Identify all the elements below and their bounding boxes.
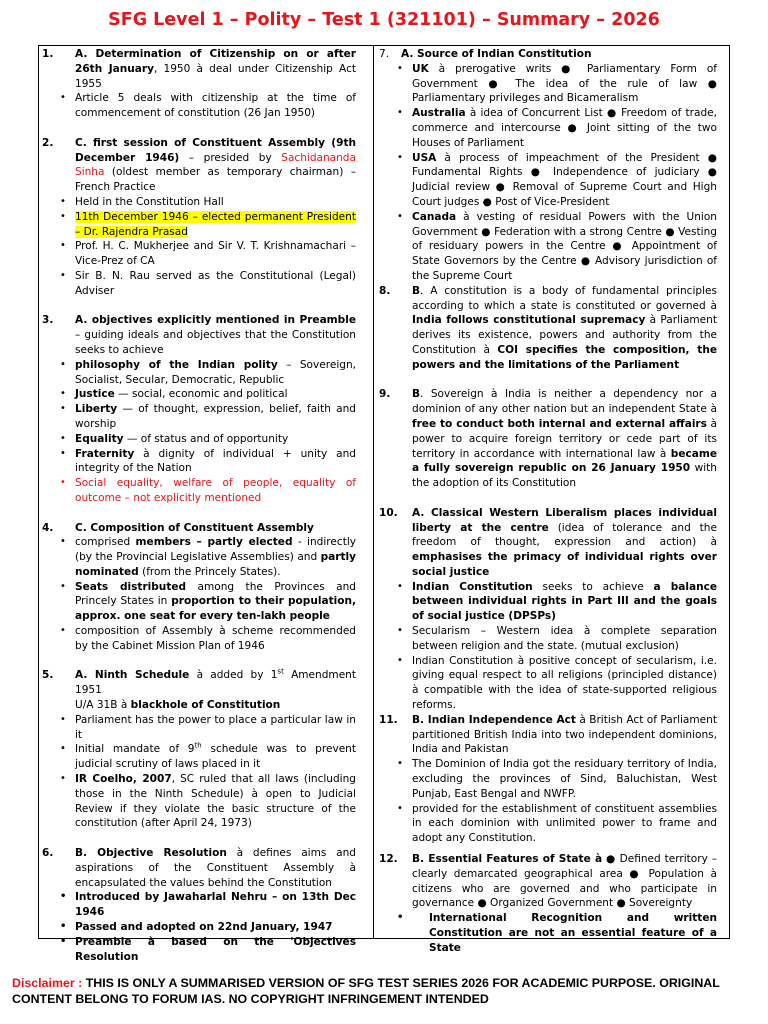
question-heading: B [412, 388, 421, 401]
bullet-text: à dignity of individual + unity and integrity of the Nation [75, 447, 356, 475]
question-7 [379, 47, 717, 62]
bullet-item [42, 772, 356, 831]
bullet-text: à prerogative writs ● Parliamentary Form of Government ● The idea of the rule of law ● Parliamentary privileges and Bicameralism [412, 62, 717, 105]
bullet-item [42, 935, 356, 965]
bullet-text: Social equality, welfare of people, equality of outcome – not explicitly mentioned [75, 477, 356, 504]
question-heading: B. Indian Independence Act [412, 713, 576, 726]
bullet-item [379, 654, 717, 713]
highlighted-text: 11th December 1946 – elected permanent President – Dr. Rajendra Prasad [75, 210, 356, 238]
bullet-item [379, 62, 717, 106]
bullet-item [42, 432, 356, 447]
bullet-term: Seats distributed [75, 580, 187, 593]
bullet-term: USA [412, 151, 437, 164]
bullet-item-warning [42, 476, 356, 506]
question-12 [379, 852, 717, 911]
bullet-text: Initial mandate of 9 [75, 743, 195, 756]
bullet-item [42, 713, 356, 743]
bullet-item [379, 210, 717, 284]
bullet-term: Equality [75, 432, 124, 445]
question-2 [42, 136, 356, 195]
disclaimer-text: THIS IS ONLY A SUMMARISED VERSION OF SFG TEST SERIES 2026 FOR ACADEMIC PURPOSE. ORIGINAL CONTENT BELONG TO FORUM IAS. NO COPYRIGHT INFRINGEMENT INTENDED [12, 976, 720, 1006]
question-number: 6. [42, 847, 54, 860]
bullet-item [42, 890, 356, 920]
question-text: à power to acquire foreign territory or cede part of its territory in accordance with international law à [412, 417, 717, 460]
question-text: à Parliament derives its existence, powers and authority from the Constitution à [412, 314, 717, 356]
bullet-item [379, 106, 717, 150]
question-term: India follows constitutional supremacy [412, 314, 646, 327]
question-9 [379, 387, 717, 491]
bullet-text: Article 5 deals with citizenship at the time of commencement of constitution (26 Jan 1950) [75, 92, 356, 120]
bullet-text: Preamble à based on the 'Objectives Resolution [75, 935, 356, 963]
question-heading: B [412, 284, 421, 297]
right-column [379, 47, 717, 956]
summary-table [38, 45, 730, 963]
question-heading: C. first session of Constituent Assembly (9th December 1946) [75, 136, 356, 164]
question-heading: A. objectives explicitly mentioned in Preamble [75, 314, 356, 327]
question-text: Amendment 1951 [75, 669, 357, 697]
bullet-item [42, 387, 356, 402]
bullet-term: partly nominated [75, 551, 356, 578]
bullet-term: UK [412, 62, 429, 75]
bullet-item [379, 580, 717, 624]
question-1 [42, 47, 356, 91]
question-3 [42, 313, 356, 357]
bullet-term: Justice [75, 388, 115, 401]
question-heading: A. Classical Western Liberalism places individual liberty at the centre [412, 506, 717, 534]
bullet-text: – Sovereign, Socialist, Secular, Democratic, Republic [75, 358, 356, 386]
bullet-text: among the Provinces and Princely States in [75, 580, 356, 608]
question-text: à defines aims and aspirations of the Constituent Assembly à encapsulated the values behind the Constitution [75, 847, 356, 889]
question-number: 7. [379, 48, 390, 60]
bullet-term: Canada [412, 210, 457, 223]
question-heading: A. Source of Indian Constitution [401, 48, 592, 60]
bullet-text: seeks to achieve [532, 580, 654, 593]
question-4 [42, 521, 356, 536]
disclaimer [12, 976, 752, 1007]
question-heading: A. Determination of Citizenship on or after 26th January [75, 48, 356, 75]
bullet-term: Indian Constitution [412, 580, 533, 593]
bullet-item [379, 757, 717, 801]
bullet-item [42, 535, 356, 579]
disclaimer-label: Disclaimer : [12, 976, 86, 990]
left-column [42, 47, 356, 964]
bullet-text: , SC ruled that all laws (including those in the Ninth Schedule) à open to Judicial Review if they violate the basic structure of the constitution (after April 24, 1973) [75, 773, 356, 830]
bullet-text: comprised [75, 536, 136, 549]
bullet-item [42, 195, 356, 210]
bullet-term: Liberty [75, 403, 118, 416]
question-number: 10. [379, 506, 398, 519]
question-11 [379, 713, 717, 757]
bullet-item [379, 911, 717, 955]
question-term: free to conduct both internal and external affairs [412, 417, 707, 430]
question-text: à added by 1 [189, 669, 278, 682]
bullet-item [42, 239, 356, 269]
bullet-text: International Recognition and written Constitution are not an essential feature of a State [429, 912, 717, 954]
superscript: st [277, 667, 284, 676]
bullet-text: (from the Princely States). [138, 565, 281, 578]
question-text: , 1950 à deal under Citizenship Act 1955 [75, 62, 357, 90]
bullet-text: schedule was to prevent judicial scrutiny of laws placed in it [75, 743, 357, 771]
bullet-term: IR Coelho, 2007 [75, 773, 172, 786]
question-number: 5. [42, 669, 54, 682]
question-number: 9. [379, 388, 391, 401]
question-term: COI specifies the composition, the powers and the limitations of the Parliament [412, 343, 717, 371]
bullet-item [42, 269, 356, 299]
question-number: 3. [42, 314, 54, 327]
question-8 [379, 284, 717, 373]
question-number: 1. [42, 48, 54, 60]
page-title: SFG Level 1 – Polity – Test 1 (321101) – Summary – 2026 [108, 10, 660, 30]
question-10 [379, 506, 717, 580]
bullet-item [42, 447, 356, 477]
bullet-text: à idea of Concurrent List ● Freedom of trade, commerce and intercourse ● Joint sitting of the two Houses of Parliament [412, 107, 717, 149]
bullet-item [42, 580, 356, 624]
question-text: . Sovereign à India is neither a dependency nor a dominion of any other nation but an independent State à [412, 388, 717, 416]
question-text: à British Act of Parliament partitioned British India into two independent dominions, India and Pakistan [412, 713, 717, 756]
question-heading: A. Ninth Schedule [75, 669, 190, 682]
question-text: with the adoption of its Constitution [412, 462, 717, 490]
bullet-text: provided for the establishment of constituent assemblies in each dominion with unlimited power to frame and adopt any Constitution. [412, 802, 717, 845]
question-6 [42, 846, 356, 890]
question-text: (idea of tolerance and the freedom of thought, expression and action) à [412, 521, 717, 549]
question-term: emphasises the primacy of individual rights over social justice [412, 551, 717, 578]
bullet-term: Australia [412, 107, 466, 120]
bullet-text: Prof. H. C. Mukherjee and Sir V. T. Krishnamachari – Vice-Prez of CA [75, 240, 356, 268]
question-term: blackhole of Constitution [130, 699, 281, 712]
bullet-term: a balance between individual rights in Part III and the goals of social justice (DPSPs) [412, 580, 718, 623]
bullet-item-highlighted [42, 210, 356, 240]
bullet-term: Fraternity [75, 447, 135, 460]
question-number: 12. [379, 853, 398, 866]
bullet-text: Parliament has the power to place a particular law in it [75, 713, 356, 741]
bullet-item [42, 742, 356, 772]
question-heading: C. Composition of Constituent Assembly [75, 521, 314, 534]
highlighted-name: Sachidananda Sinha [75, 151, 356, 179]
bullet-text: Sir B. N. Rau served as the Constitutional (Legal) Adviser [75, 269, 356, 297]
bullet-text: Held in the Constitution Hall [75, 195, 224, 208]
question-number: 8. [379, 284, 391, 297]
bullet-text: — of thought, expression, belief, faith and worship [75, 403, 356, 430]
superscript: th [194, 741, 202, 750]
bullet-term: proportion to their population, approx. one seat for every ten-lakh people [75, 595, 356, 623]
question-heading: B. Essential Features of State à [412, 853, 603, 866]
question-heading: B. Objective Resolution [75, 847, 227, 860]
bullet-item [42, 402, 356, 432]
bullet-text: composition of Assembly à scheme recommended by the Cabinet Mission Plan of 1946 [75, 625, 356, 652]
question-number: 4. [42, 521, 54, 534]
bullet-term: philosophy of the Indian polity [75, 358, 278, 371]
question-text: – guiding ideals and objectives that the Constitution seeks to achieve [75, 329, 356, 356]
bullet-term: members – partly elected [135, 536, 293, 549]
bullet-text: Introduced by Jawaharlal Nehru – on 13th Dec 1946 [75, 891, 356, 919]
bullet-text: à vesting of residual Powers with the Union Government ● Federation with a strong Centre ● Vesting of residuary powers in the Centre ● Appointment of State Governors by the Centre ● Advisory jurisdiction of the Supreme Court [412, 210, 717, 282]
bullet-item [379, 624, 717, 654]
question-text: ● Defined territory – clearly demarcated geographical area ● Population à citizens who are governed and who participate in governance ● Organized Government ● Sovereignty [412, 853, 717, 910]
bullet-item [379, 802, 717, 846]
bullet-text: — of status and of opportunity [123, 432, 289, 445]
question-text: . A constitution is a body of fundamental principles according to which a state is constituted or governed à [412, 284, 717, 312]
bullet-item [42, 358, 356, 388]
question-number: 11. [379, 713, 398, 726]
question-5 [42, 668, 356, 712]
bullet-item [42, 624, 356, 654]
column-divider [373, 46, 374, 938]
question-text: (oldest member as temporary chairman) – French Practice [75, 166, 356, 194]
bullet-item [42, 920, 356, 935]
question-number: 2. [42, 136, 54, 149]
bullet-text: - indirectly (by the Provincial Legislative Assemblies) and [75, 536, 356, 564]
bullet-text: à process of impeachment of the President ● Fundamental Rights ● Independence of judiciary ● Judicial review ● Removal of Supreme Court and High Court judges ● Post of Vice-President [412, 151, 717, 208]
bullet-text: Passed and adopted on 22nd January, 1947 [75, 921, 333, 934]
bullet-text: The Dominion of India got the residuary territory of India, excluding the provinces of Sind, Baluchistan, West Punjab, East Bengal and NWFP. [412, 758, 717, 800]
question-text: U/A 31B à [75, 699, 131, 712]
question-term: became a fully sovereign republic on 26 January 1950 [412, 447, 717, 475]
bullet-item [379, 151, 717, 210]
bullet-text: Indian Constitution à positive concept of secularism, i.e. giving equal respect to all religions (principled distance) à compatible with the idea of state-supported religious reforms. [412, 654, 717, 712]
bullet-item [42, 91, 356, 121]
bullet-text: — social, economic and political [114, 388, 288, 401]
question-text: – presided by [179, 151, 282, 164]
bullet-text: Secularism – Western idea à complete separation between religion and the state. (mutual exclusion) [412, 625, 717, 652]
